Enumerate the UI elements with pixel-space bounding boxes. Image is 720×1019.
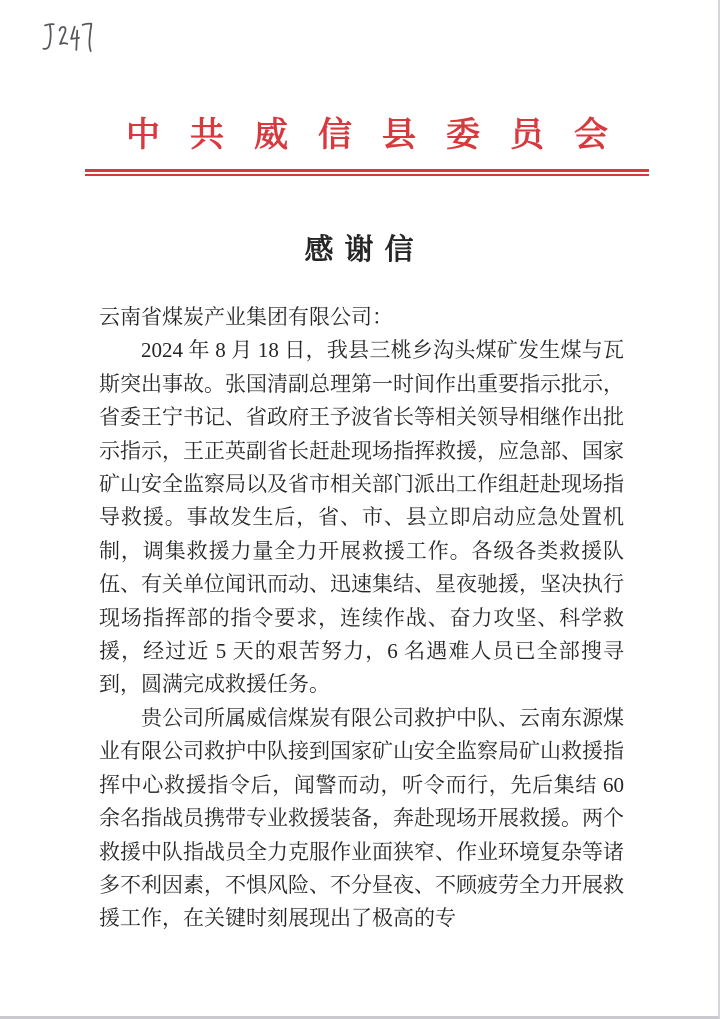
salutation: 云南省煤炭产业集团有限公司：	[99, 305, 393, 329]
paragraph-1: 2024 年 8 月 18 日，我县三桃乡沟头煤矿发生煤与瓦斯突出事故。张国清副总理第一时间作出重要指示批示，省委王宁书记、省政府王予波省长等相关领导相继作出批示指示，王正英副省长赶赴现场指挥救援，应急部、国家矿山安全监察局以及省市相关部门派出工作组赶赴现场指导救援。事故发生后，省、市、县立即启动应急处置机制，调集救援力量全力开展救援工作。各级各类救援队伍、有关单位闻讯而动、迅速集结、星夜驰援，坚决执行现场指挥部的指令要求，连续作战、奋力攻坚、科学救援，经过近 5 天的艰苦努力，6 名遇难人员已全部搜寻到，圆满完成救援任务。	[99, 338, 624, 697]
document-title: 感谢信	[304, 234, 425, 266]
letter-body	[99, 301, 624, 936]
letterhead	[85, 0, 649, 176]
letterhead-title: 中共威信县委员会	[126, 117, 638, 154]
paragraph-2: 贵公司所属威信煤炭有限公司救护中队、云南东源煤业有限公司救护中队接到国家矿山安全监察局矿山救援指挥中心救援指令后，闻警而动，听令而行，先后集结 60 余名指战员携带专业救援装备，奔赴现场开展救援。两个救援中队指战员全力克服作业面狭窄、作业环境复杂等诸多不利因素，不惧风险、不分昼夜、不顾疲劳全力开展救援工作，在关键时刻展现出了极高的专	[99, 705, 624, 931]
letterhead-double-rule	[85, 169, 649, 176]
